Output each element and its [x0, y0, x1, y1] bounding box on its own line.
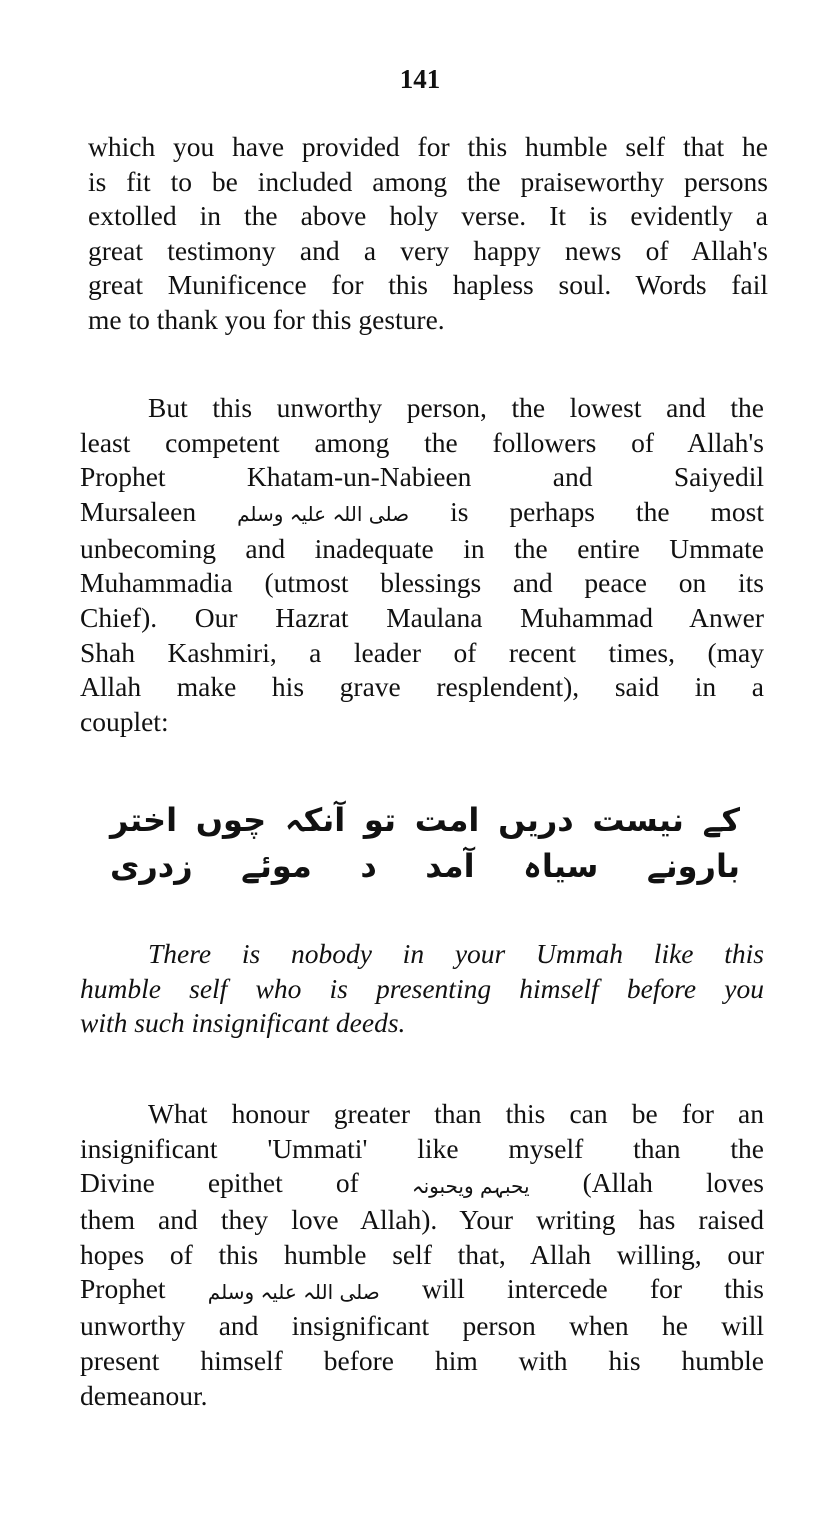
paragraph-3-line3-after: (Allah loves — [582, 1167, 765, 1199]
persian-couplet-line-2 — [110, 838, 740, 894]
paragraph-2-line: least competent among the followers of Allah's — [80, 426, 764, 458]
paragraph-1-line: which you have provided for this humble self that he — [88, 131, 768, 162]
paragraph-3-line8-before: present himself — [80, 1344, 283, 1376]
couplet-word: چوں — [195, 801, 267, 839]
salutation-arabic: صلی اللہ علیہ وسلم — [237, 502, 410, 527]
couplet-word: سیاہ — [523, 847, 599, 885]
paragraph-1-line: extolled in the above holy verse. It is evidently a — [88, 200, 768, 232]
paragraph-2-line4-after: is perhaps the most — [450, 495, 765, 527]
paragraph-1 — [88, 130, 768, 338]
couplet-word: زدری — [110, 847, 193, 885]
paragraph-3-line-with-arabic — [80, 1272, 764, 1309]
paragraph-1-line: great testimony and a very happy news of Allah's — [88, 234, 768, 266]
couplet-word: دریں — [498, 801, 574, 839]
couplet-word: موئے — [241, 847, 312, 885]
couplet-translation — [80, 937, 764, 1041]
paragraph-3-line8-after: before him with his humble — [323, 1344, 764, 1376]
translation-line: There is nobody in your Ummah like this — [148, 938, 764, 969]
couplet-word: تو — [363, 801, 396, 839]
paragraph-3-line-with-arabic — [80, 1166, 764, 1203]
paragraph-2-line: Shah Kashmiri, a leader of recent times, (may — [80, 636, 764, 668]
paragraph-3-line: What honour greater than this can be for an — [148, 1098, 764, 1129]
couplet-word: نیست — [592, 801, 684, 839]
couplet-word: بارونے — [646, 847, 740, 885]
paragraph-2-line: Muhammadia (utmost blessings and peace on its — [80, 567, 764, 599]
translation-line: humble self who is presenting himself before you — [80, 972, 764, 1004]
paragraph-2-line: couplet: — [80, 705, 169, 737]
paragraph-2-line4-before: Mursaleen — [80, 495, 197, 527]
paragraph-1-line: great Munificence for this hapless soul. Words fail — [88, 269, 768, 301]
paragraph-2-line: But this unworthy person, the lowest and the — [148, 392, 764, 423]
paragraph-3-line: unworthy and insignificant person when he will — [80, 1310, 764, 1342]
paragraph-3-line6-before: Prophet — [80, 1273, 166, 1305]
paragraph-3 — [80, 1097, 764, 1413]
paragraph-1-line: me to thank you for this gesture. — [88, 303, 445, 335]
paragraph-1-line: is fit to be included among the praiseworthy persons — [88, 165, 768, 197]
couplet-word: کے — [702, 801, 740, 839]
couplet-word: آنکہ — [284, 801, 346, 839]
paragraph-2-line: Chief). Our Hazrat Maulana Muhammad Anwer — [80, 601, 764, 633]
paragraph-2-line: Prophet Khatam-un-Nabieen and Saiyedil — [80, 461, 764, 493]
couplet-word: اختر — [110, 801, 178, 839]
salutation-arabic: صلی اللہ علیہ وسلم — [207, 1279, 380, 1304]
paragraph-3-line6-after: will intercede for this — [422, 1273, 764, 1305]
paragraph-2-line: Allah make his grave resplendent), said in a — [80, 671, 764, 703]
couplet-word: آمد — [425, 847, 475, 885]
paragraph-3-line: demeanour. — [80, 1379, 208, 1411]
paragraph-3-line — [80, 1344, 764, 1379]
paragraph-3-line: insignificant 'Ummati' like myself than the — [80, 1132, 764, 1164]
paragraph-3-line: hopes of this humble self that, Allah willing, our — [80, 1238, 764, 1270]
couplet-word: د — [360, 847, 377, 885]
divine-epithet-arabic: یحبہم ویحبونہ — [411, 1173, 530, 1198]
paragraph-3-line: them and they love Allah). Your writing has raised — [80, 1204, 764, 1236]
paragraph-2-line: unbecoming and inadequate in the entire Ummate — [80, 532, 764, 564]
page-number: 141 — [399, 64, 441, 94]
translation-line: with such insignificant deeds. — [80, 1007, 406, 1039]
couplet-word: امت — [414, 801, 480, 839]
paragraph-2-line-with-arabic — [80, 495, 764, 532]
paragraph-2 — [80, 391, 764, 739]
paragraph-3-line3-before: Divine epithet of — [80, 1167, 359, 1199]
